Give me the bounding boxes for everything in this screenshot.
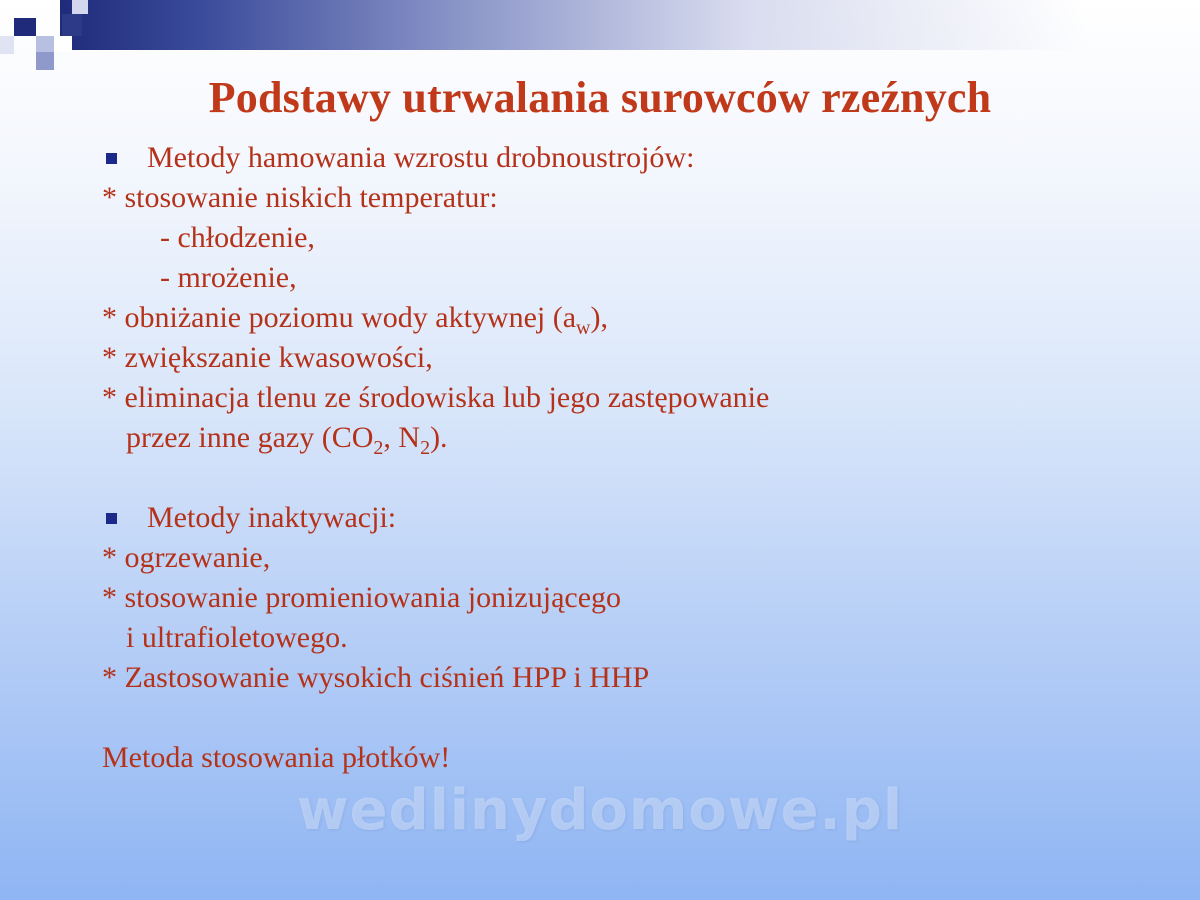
section-heading-text: Metody inaktywacji: [147,501,397,534]
decor-square [36,52,54,70]
footer-line: Metoda stosowania płotków! [102,741,451,774]
slide-title: Podstawy utrwalania surowców rzeźnych [208,73,992,122]
text-fragment: ), [590,301,608,334]
text-fragment: przez inne gazy (CO [126,421,374,454]
list-item-continuation [102,418,1102,458]
list-item: * zwiększanie kwasowości, [102,341,433,374]
square-bullet-icon [106,513,117,524]
subscript: 2 [420,437,431,459]
decor-square [54,36,72,52]
section-heading-text: Metody hamowania wzrostu drobnoustrojów: [147,141,695,174]
section-heading [102,138,1102,178]
square-bullet-icon [106,153,117,164]
header-gradient-band [60,0,1200,50]
subscript: w [576,317,591,339]
spacer [102,698,1102,738]
list-item: * stosowanie niskich temperatur: [102,181,498,214]
list-item: * eliminacja tlenu ze środowiska lub jego zastępowanie [102,381,770,414]
decor-square [14,18,36,36]
list-subitem: - mrożenie, [160,261,297,294]
text-fragment: ). [430,421,448,454]
watermark: wedlinydomowe.pl [296,778,904,843]
decor-square [62,14,82,36]
list-item-continuation: i ultrafioletowego. [126,621,348,654]
slide-content [102,138,1102,778]
list-item: * ogrzewanie, [102,541,271,574]
text-fragment: , N [383,421,421,454]
decor-square [72,0,88,14]
list-item: * stosowanie promieniowania jonizującego [102,581,622,614]
subscript: 2 [373,437,384,459]
decor-square [36,36,54,52]
list-item [102,298,1102,338]
decor-square [0,36,14,54]
list-subitem: - chłodzenie, [160,221,315,254]
list-item: * Zastosowanie wysokich ciśnień HPP i HHP [102,661,650,694]
section-heading [102,498,1102,538]
spacer [102,458,1102,498]
text-fragment: * obniżanie poziomu wody aktywnej (a [102,301,577,334]
